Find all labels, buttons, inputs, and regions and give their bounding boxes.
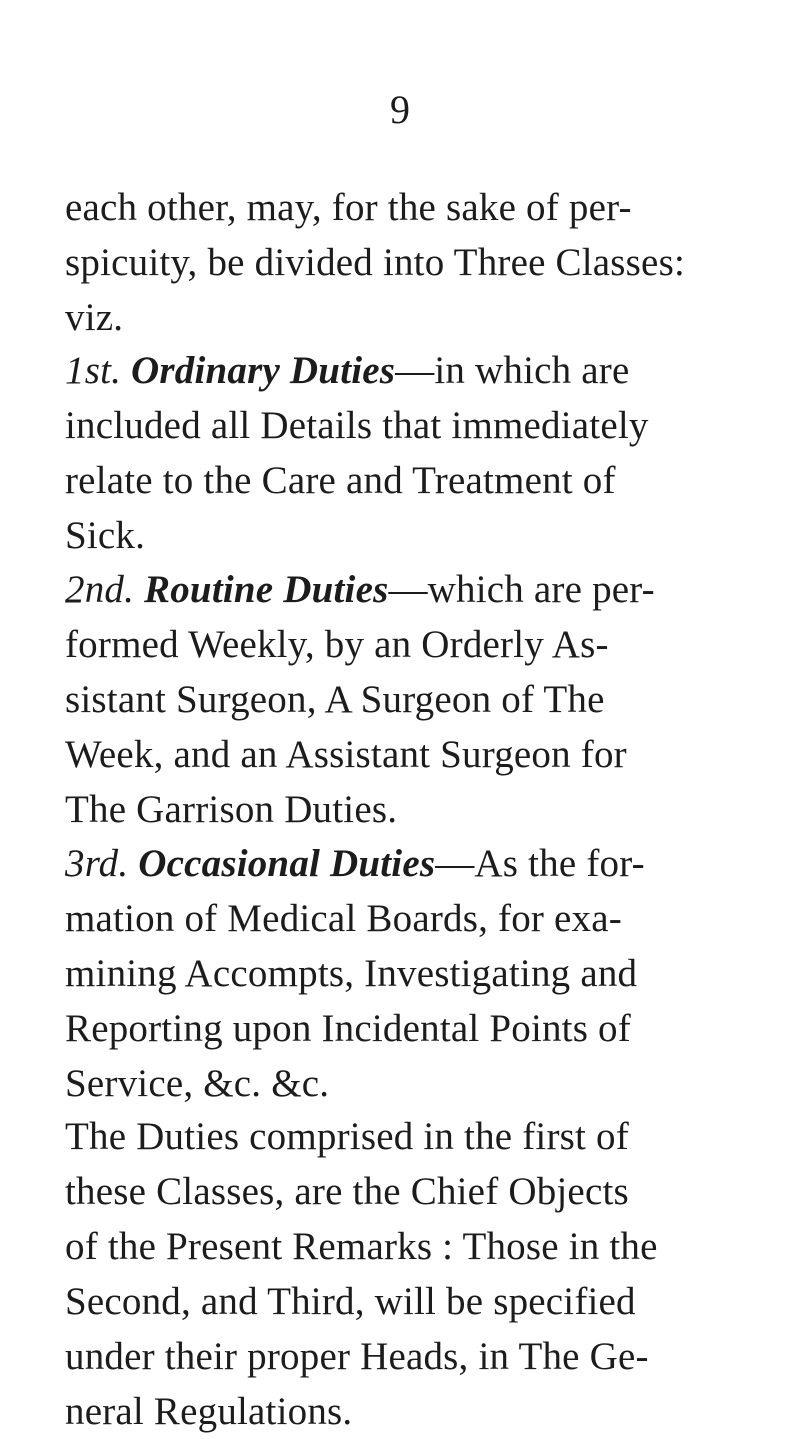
text-line: under their proper Heads, in The Ge- [65,1335,649,1378]
text-line: Reporting upon Incidental Points of [65,1007,631,1050]
heading-continuation: —As the for- [435,842,645,885]
text-line: mation of Medical Boards, for exa- [65,897,622,940]
heading-continuation: —which are per- [388,568,655,611]
ordinal-label: 1st. [65,349,122,392]
text-line: spicuity, be divided into Three Classes: [65,241,685,284]
ordinal-label: 2nd. [65,568,135,611]
text-line: viz. [65,296,124,339]
text-line [65,343,649,398]
intro-paragraph [65,180,685,345]
text-line: sistant Surgeon, A Surgeon of The [65,678,605,721]
first-class-paragraph [65,343,649,563]
text-line: formed Weekly, by an Orderly As- [65,623,609,666]
section-heading: Ordinary Duties [131,349,396,392]
text-line [65,836,645,891]
text-line: Sick. [65,514,146,557]
page-number: 9 [390,87,410,132]
text-line: Week, and an Assistant Surgeon for [65,733,627,776]
text-line: The Garrison Duties. [65,788,398,831]
text-line: Service, &c. &c. [65,1062,330,1105]
third-class-paragraph [65,836,645,1111]
section-heading: Occasional Duties [138,842,436,885]
ordinal-label: 3rd. [65,842,129,885]
text-line: mining Accompts, Investigating and [65,952,638,995]
text-line: relate to the Care and Treatment of [65,459,616,502]
second-class-paragraph [65,562,655,837]
section-heading: Routine Duties [144,568,389,611]
text-line: neral Regulations. [65,1390,353,1433]
text-line: of the Present Remarks : Those in the [65,1225,658,1268]
text-line: each other, may, for the sake of per- [65,186,632,229]
text-line: The Duties comprised in the first of [65,1115,629,1158]
text-line: these Classes, are the Chief Objects [65,1170,629,1213]
closing-paragraph [65,1109,658,1439]
text-line: Second, and Third, will be specified [65,1280,636,1323]
text-line [65,562,655,617]
heading-continuation: —in which are [395,349,630,392]
text-line: included all Details that immediately [65,404,649,447]
